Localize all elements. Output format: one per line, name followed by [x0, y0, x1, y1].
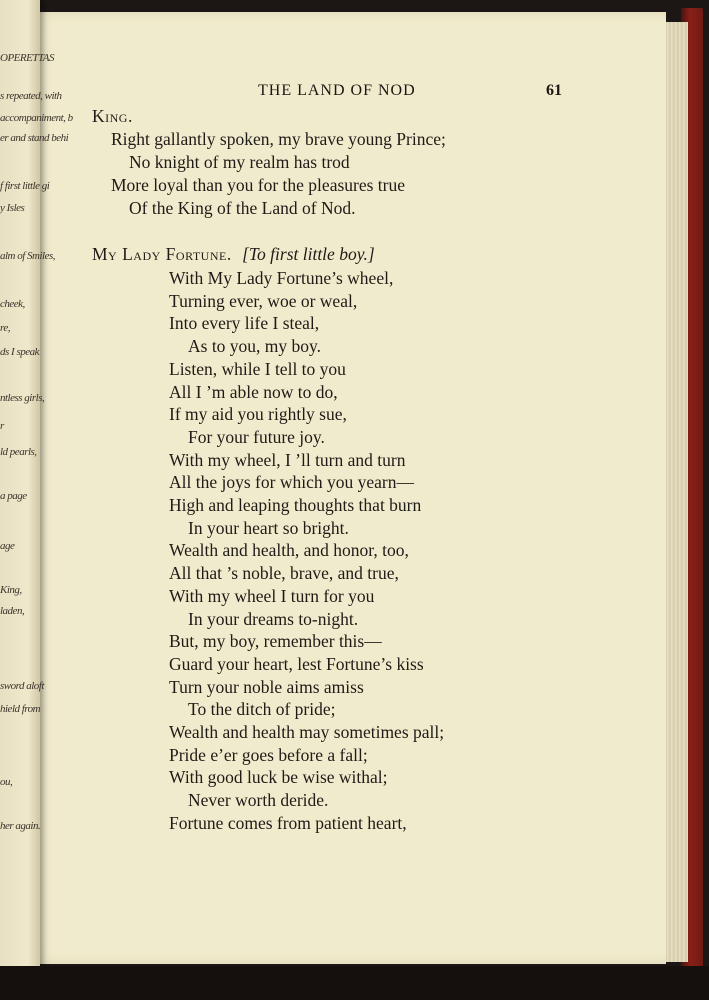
- verse-line: All that ’s noble, brave, and true,: [169, 563, 399, 584]
- previous-page-fragment: ld pearls,: [0, 446, 37, 458]
- previous-page-fragment: f first little gi: [0, 180, 50, 192]
- speaker-line: [92, 244, 375, 265]
- previous-page-fragment: er and stand behi: [0, 132, 69, 144]
- verse-line: Right gallantly spoken, my brave young Prince;: [111, 129, 446, 149]
- bottom-shadow: [0, 966, 709, 1000]
- verse-line: If my aid you rightly sue,: [169, 404, 347, 425]
- verse-line: To the ditch of pride;: [188, 699, 336, 720]
- previous-page-fragment: laden,: [0, 605, 25, 617]
- verse-line: More loyal than you for the pleasures true: [111, 175, 406, 195]
- speaker-fortune: My Lady Fortune.: [92, 244, 232, 264]
- previous-page-edge: [0, 0, 73, 975]
- verse-line: Turn your noble aims amiss: [169, 676, 364, 697]
- previous-page-fragment: King,: [0, 584, 22, 596]
- previous-page-fragment: ou,: [0, 776, 13, 788]
- verse-line: But, my boy, remember this—: [169, 631, 382, 652]
- verse-line: With My Lady Fortune’s wheel,: [169, 268, 394, 288]
- previous-page-fragment: her again.: [0, 820, 41, 832]
- previous-page-fragment: ds I speak: [0, 346, 39, 358]
- verse-line: Listen, while I tell to you: [169, 358, 346, 379]
- previous-page-fragment: alm of Smiles,: [0, 250, 56, 262]
- verse-line: In your heart so bright.: [188, 517, 349, 538]
- verse-line: All the joys for which you yearn—: [169, 472, 414, 493]
- verse-line: In your dreams to-night.: [188, 608, 359, 629]
- previous-page-fragment: r: [0, 420, 4, 432]
- previous-page-fragment: accompaniment, b: [0, 112, 73, 124]
- verse-line: Wealth and health, and honor, too,: [169, 540, 409, 561]
- verse-line: Guard your heart, lest Fortune’s kiss: [169, 653, 424, 674]
- previous-page-fragment: a page: [0, 490, 27, 502]
- verse-line: With my wheel, I ’ll turn and turn: [169, 449, 406, 470]
- verse-line: No knight of my realm has trod: [129, 152, 350, 172]
- verse-line: Wealth and health may sometimes pall;: [169, 722, 445, 742]
- previous-page-fragment: s repeated, with: [0, 90, 62, 102]
- previous-page-fragment: sword aloft: [0, 680, 44, 692]
- verse-line: High and leaping thoughts that burn: [169, 495, 422, 515]
- previous-page-fragment: OPERETTAS: [0, 52, 54, 64]
- verse-line: Never worth deride.: [188, 790, 329, 811]
- verse-line: As to you, my boy.: [188, 336, 322, 357]
- book-page: [28, 12, 666, 964]
- verse-line: Pride e’er goes before a fall;: [169, 744, 368, 765]
- verse-line: Turning ever, woe or weal,: [169, 290, 358, 311]
- verse-line: Of the King of the Land of Nod.: [129, 198, 356, 218]
- verse-line: Into every life I steal,: [169, 313, 320, 334]
- speaker-king: King.: [92, 106, 133, 126]
- verse-line: Fortune comes from patient heart,: [169, 812, 407, 833]
- running-head: THE LAND OF NOD: [258, 82, 416, 99]
- previous-page-fragment: hield from: [0, 703, 41, 715]
- verse-line: With my wheel I turn for you: [169, 585, 375, 606]
- verse-line: All I ’m able now to do,: [169, 381, 338, 402]
- verse-line: For your future joy.: [188, 426, 325, 447]
- stage-direction: [To first little boy.]: [242, 244, 375, 264]
- previous-page-fragment: age: [0, 540, 15, 552]
- verse-line: With good luck be wise withal;: [169, 767, 388, 788]
- previous-page-fragment: ntless girls,: [0, 392, 45, 404]
- previous-page-fragment: y Isles: [0, 202, 25, 214]
- previous-page-fragment: cheek,: [0, 298, 25, 310]
- previous-page-fragment: re,: [0, 322, 11, 334]
- page-number: 61: [546, 82, 562, 99]
